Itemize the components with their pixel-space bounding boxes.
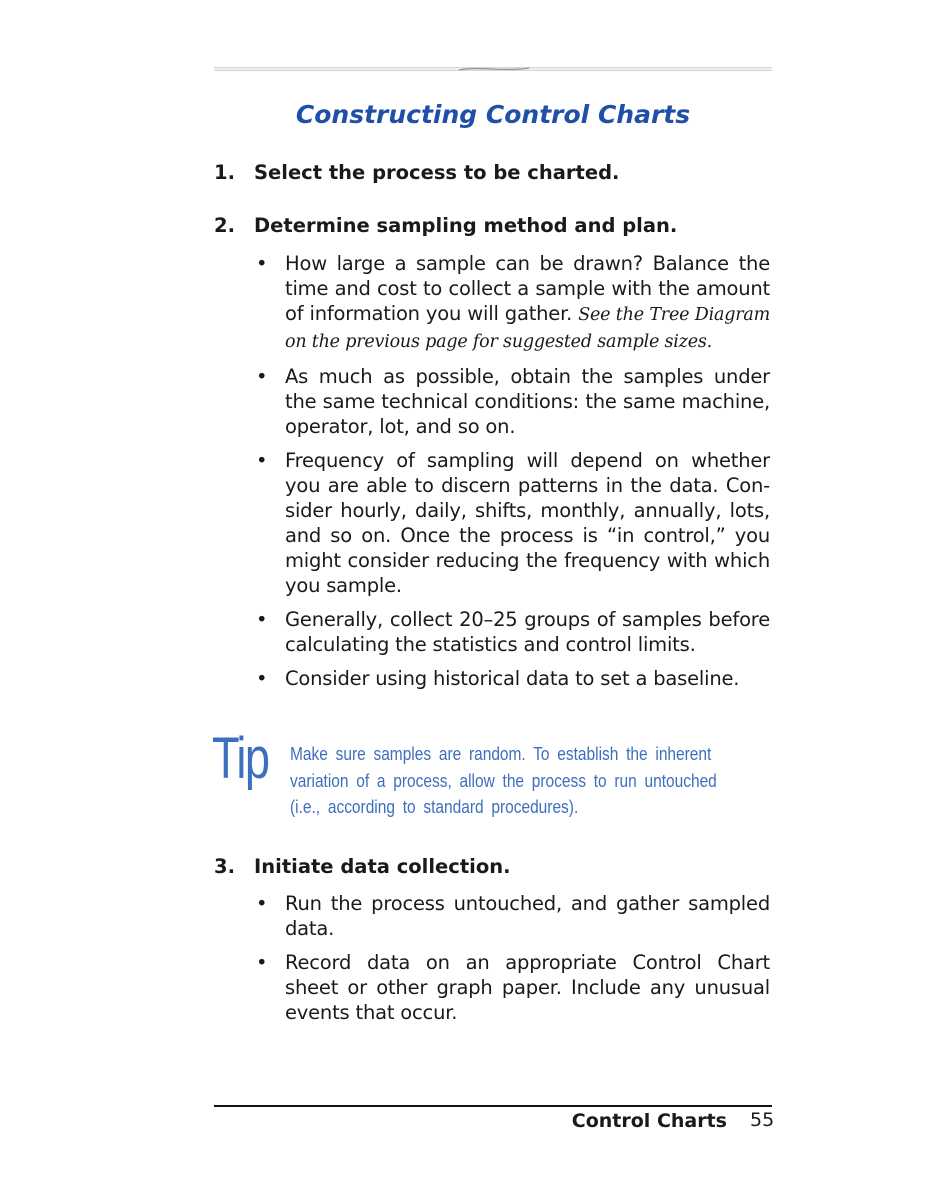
list-item: • As much as possible, obtain the samples under the same technical conditions: the same machine, operator, lot, and so on.	[256, 365, 770, 438]
footer-section-title: Control Charts	[571, 1110, 727, 1132]
page-number: 55	[750, 1109, 775, 1131]
list-item: • Consider using historical data to set a baseline.	[256, 667, 740, 690]
tip-label: Tip	[212, 726, 269, 791]
step-label: Initiate data collection.	[254, 855, 511, 878]
step-2-bullet-list	[256, 251, 770, 700]
list-item: • Run the process untouched, and gather sampled data.	[256, 892, 770, 940]
step-number: 3.	[214, 855, 235, 878]
step-1-heading	[214, 161, 774, 184]
header-decorative-rule	[214, 66, 772, 72]
bullet-icon: •	[256, 608, 268, 631]
step-3-bullet-list	[256, 891, 770, 1034]
bullet-icon: •	[256, 449, 268, 472]
bullet-icon: •	[256, 365, 268, 388]
list-item: • Generally, collect 20–25 groups of samples before calculating the statistics and control limits.	[256, 608, 770, 656]
step-label: Determine sampling method and plan.	[254, 214, 678, 237]
step-2-heading	[214, 214, 774, 237]
tip-text: Make sure samples are random. To establish the inherent variation of a process, allow the process to run untouched (i.e., according to standard procedures).	[290, 744, 717, 817]
list-item: • How large a sample can be drawn? Balance the time and cost to collect a sample with the amount of information you will gather. See the Tree Diagram on the previous page for suggested sample sizes.	[256, 252, 770, 352]
cross-reference: See the Tree Diagram on the previous page for suggested sample sizes.	[285, 305, 770, 352]
list-item: • Frequency of sampling will depend on whether you are able to discern patterns in the data. Con-sider hourly, daily, shifts, monthly, annually, lots, and so on. Once the process is “in control,” you might consider reducing the frequency with which you sample.	[256, 449, 770, 597]
page-title: Constructing Control Charts	[295, 100, 691, 129]
footer-rule	[214, 1105, 772, 1107]
bullet-icon: •	[256, 667, 268, 690]
step-number: 1.	[214, 161, 235, 184]
bullet-icon: •	[256, 252, 268, 275]
list-item: • Record data on an appropriate Control Chart sheet or other graph paper. Include any unusual events that occur.	[256, 951, 770, 1024]
bullet-icon: •	[256, 951, 268, 974]
step-3-heading	[214, 855, 774, 878]
step-number: 2.	[214, 214, 235, 237]
bullet-icon: •	[256, 892, 268, 915]
step-label: Select the process to be charted.	[254, 161, 620, 184]
